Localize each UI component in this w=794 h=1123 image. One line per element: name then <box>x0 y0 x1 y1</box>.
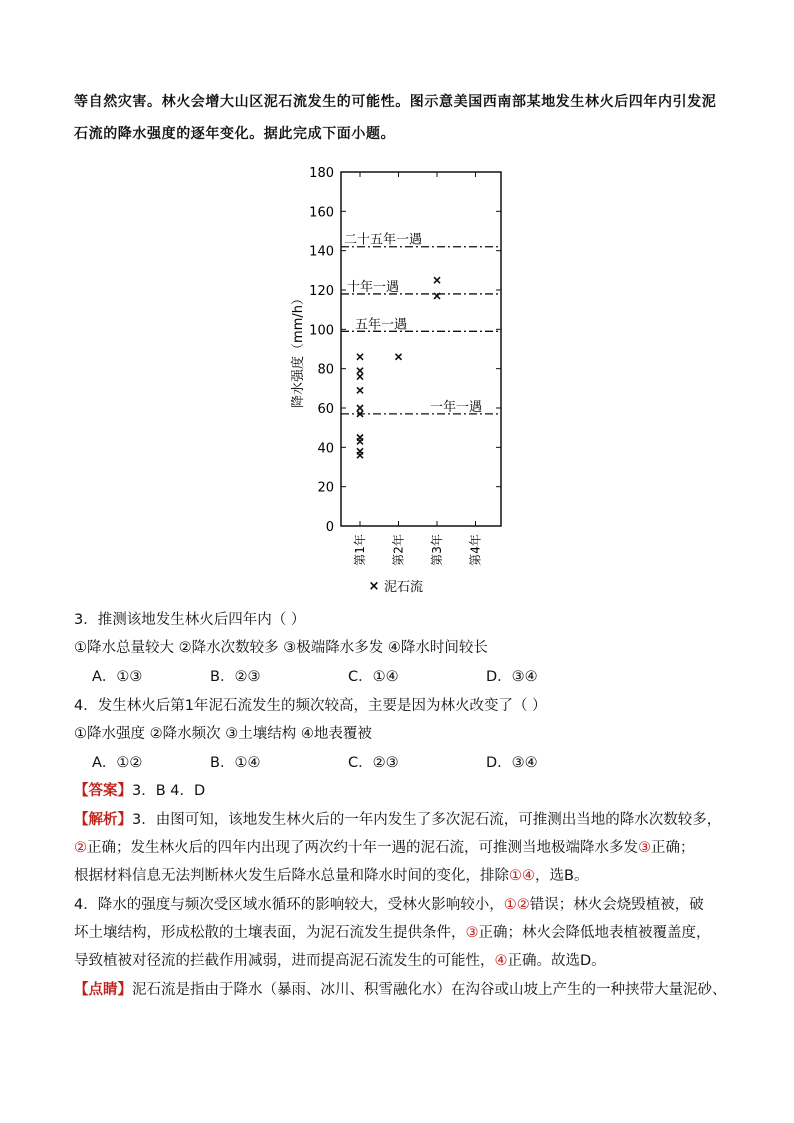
y-tick-label: 80 <box>317 362 334 378</box>
answer-tag: 【答案】 <box>74 783 132 799</box>
data-points <box>357 277 440 458</box>
y-tick-label: 100 <box>309 323 334 339</box>
q3-option-b: B．②③ <box>210 669 261 685</box>
data-point <box>434 277 440 283</box>
legend-label: 泥石流 <box>384 580 424 595</box>
q3-stem: 3．推测该地发生林火后四年内（ ） <box>74 612 306 628</box>
data-point <box>357 354 363 360</box>
y-tick-label: 60 <box>317 402 334 417</box>
q3-option-a: A．①③ <box>92 669 143 685</box>
analysis-text: 导致植被对径流的拦截作用减弱，进而提高泥石流发生的可能性， <box>74 953 495 969</box>
analysis-text: 根据材料信息无法判断林火发生后降水总量和降水时间的变化，排除 <box>74 868 509 884</box>
intro-line-1: 等自然灾害。林火会增大山区泥石流发生的可能性。图示意美国西南部某地发生林火后四年内引发泥 <box>74 94 717 110</box>
y-tick-label: 0 <box>325 520 334 535</box>
reference-lines <box>341 232 501 415</box>
q4-option-a: A．①② <box>92 755 143 771</box>
analysis-text: 正确。故选D。 <box>507 953 606 969</box>
analysis-mark: ①④ <box>509 868 535 884</box>
y-axis-label: 降水强度（mm/h） <box>291 292 306 408</box>
y-tick-label: 140 <box>309 244 334 260</box>
y-tick-label: 120 <box>309 284 334 299</box>
y-tick-label: 40 <box>317 441 334 457</box>
intro-line-2: 石流的降水强度的逐年变化。据此完成下面小题。 <box>74 126 396 142</box>
x-tick-label: 第3年 <box>430 534 444 566</box>
data-point <box>396 354 402 360</box>
analysis-line-4 <box>74 895 704 915</box>
analysis-line-2 <box>74 838 695 858</box>
x-tick-labels <box>352 172 483 566</box>
analysis-text: 正确；发生林火后的四年内出现了两次约十年一遇的泥石流，可推测当地极端降水多发 <box>87 840 638 856</box>
plot-frame <box>341 172 501 526</box>
reference-line-label: 二十五年一遇 <box>344 232 423 248</box>
legend-marker: × <box>368 579 380 594</box>
q4-stem: 4．发生林火后第1年泥石流发生的频次较高，主要是因为林火改变了（ ） <box>74 698 547 714</box>
analysis-line-5 <box>74 923 711 943</box>
y-tick-labels <box>309 166 501 535</box>
analysis-text: 正确；林火会降低地表植被覆盖度， <box>478 925 711 941</box>
x-tick-label: 第1年 <box>353 534 367 566</box>
analysis-line-1 <box>74 810 721 830</box>
analysis-mark: ② <box>74 840 87 856</box>
analysis-line-3 <box>74 866 588 886</box>
analysis-mark: ④ <box>494 953 508 969</box>
q4-option-d: D．③④ <box>486 755 538 771</box>
chart-legend <box>369 579 423 595</box>
q3-option-d: D．③④ <box>486 669 538 685</box>
y-tick-label: 160 <box>309 205 334 221</box>
q4-items: ①降水强度 ②降水频次 ③土壤结构 ④地表覆被 <box>74 726 372 742</box>
y-tick-label: 20 <box>317 480 334 496</box>
analysis-mark: ③ <box>465 925 479 941</box>
y-tick-label: 180 <box>309 166 334 181</box>
analysis-text: 正确； <box>651 840 695 856</box>
q3-option-c: C．①④ <box>348 669 399 685</box>
analysis-line-6 <box>74 951 606 971</box>
analysis-mark: ③ <box>638 840 651 856</box>
data-point <box>357 387 363 393</box>
analysis-text: 错误；林火会烧毁植被，破 <box>529 897 704 913</box>
answer-text: 3．B 4．D <box>132 783 206 799</box>
reference-line-label: 五年一遇 <box>355 317 408 333</box>
data-point <box>357 374 363 380</box>
reference-line-label: 十年一遇 <box>347 279 400 295</box>
reference-line-label: 一年一遇 <box>430 399 483 415</box>
q3-items: ①降水总量较大 ②降水次数较多 ③极端降水多发 ④降水时间较长 <box>74 640 488 656</box>
note-line <box>74 980 727 1000</box>
q4-option-b: B．①④ <box>210 755 261 771</box>
data-point <box>357 368 363 374</box>
analysis-text: 坏土壤结构，形成松散的土壤表面，为泥石流发生提供条件， <box>74 925 466 941</box>
analysis-text: 3．由图可知，该地发生林火后的一年内发生了多次泥石流，可推测出当地的降水次数较多， <box>132 812 722 828</box>
note-text: 泥石流是指由于降水（暴雨、冰川、积雪融化水）在沟谷或山坡上产生的一种挟带大量泥砂、 <box>132 982 727 998</box>
data-point <box>357 452 363 458</box>
analysis-text: 4．降水的强度与频次受区域水循环的影响较大，受林火影响较小， <box>74 897 504 913</box>
analysis-text: ，选B。 <box>535 868 589 884</box>
data-point <box>357 405 363 411</box>
x-tick-label: 第4年 <box>468 534 483 566</box>
analysis-tag: 【解析】 <box>74 812 132 828</box>
analysis-mark: ①② <box>503 897 530 913</box>
y-axis-title <box>290 292 306 408</box>
q4-option-c: C．②③ <box>348 755 399 771</box>
answer-line <box>74 781 205 801</box>
note-tag: 【点睛】 <box>74 982 132 998</box>
data-point <box>357 438 363 444</box>
x-tick-label: 第2年 <box>391 534 406 566</box>
